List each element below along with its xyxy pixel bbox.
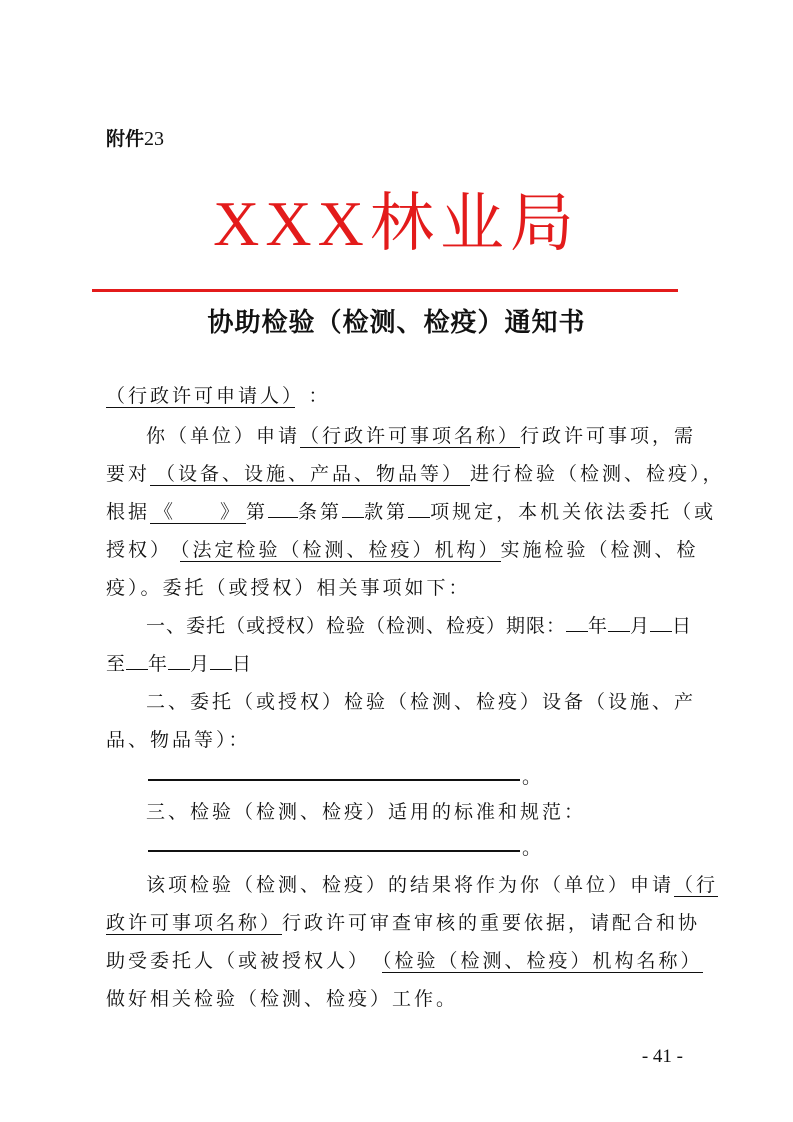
organization-name: XXX林业局: [213, 188, 580, 259]
end-year-label: 年: [148, 653, 169, 675]
equipment-field: （设备、设施、产品、物品等）: [150, 463, 470, 486]
closing-line4: 做好相关检验（检测、检疫）工作。: [106, 988, 459, 1010]
closing-line1: [146, 870, 718, 897]
end-day-label: 日: [232, 653, 253, 675]
p1-text: 你（单位）申请: [146, 425, 301, 447]
item1-text: 至: [106, 653, 127, 675]
closing-line3: [106, 946, 703, 973]
addressee-field: （行政许可申请人）: [106, 385, 295, 407]
clause-blank: [342, 501, 364, 518]
p1-text: 要对: [106, 463, 151, 485]
closing-permit-field-cont: 政许可事项名称）: [106, 912, 283, 934]
month-blank: [608, 615, 630, 632]
end-month-blank: [168, 653, 190, 670]
p1-line1: [146, 421, 696, 448]
day-label: 日: [672, 615, 693, 637]
item2-line1: 二、委托（或授权）检验（检测、检疫）设备（设施、产: [146, 691, 697, 713]
p1-text: 根据: [106, 501, 151, 523]
p1-text: 条第: [298, 501, 343, 523]
closing-permit-field: （行: [674, 874, 719, 896]
p1-line4: [106, 535, 699, 562]
closing-text: 行政许可审查审核的重要依据，请配合和协: [282, 912, 701, 934]
p1-line2: [106, 459, 725, 486]
day-blank: [650, 615, 672, 632]
addressee-colon: ：: [308, 385, 331, 407]
item1-text: 一、委托（或授权）检验（检测、检疫）期限：: [146, 615, 567, 637]
month-label: 月: [630, 615, 651, 637]
equipment-answer-line: [148, 779, 520, 781]
end-month-label: 月: [190, 653, 211, 675]
document-title: 协助检验（检测、检疫）通知书: [207, 308, 586, 338]
item2-line2: 品、物品等）：: [106, 729, 251, 751]
closing-line2: [106, 908, 700, 935]
red-divider: [92, 289, 678, 292]
p1-text: 项规定，本机关依法委托（或: [430, 501, 717, 523]
p1-text: 行政许可事项，需: [520, 425, 697, 447]
item1-line1: [146, 611, 692, 638]
p1-text: 实施检验（检测、检: [500, 539, 699, 561]
attachment-number: 23: [144, 128, 165, 150]
item2-period: 。: [522, 766, 545, 788]
p1-line5: 疫）。委托（或授权）相关事项如下：: [106, 577, 471, 599]
institution-name-field: （检验（检测、检疫）机构名称）: [382, 950, 703, 972]
year-label: 年: [588, 615, 609, 637]
p1-text: 第: [246, 501, 269, 523]
end-day-blank: [210, 653, 232, 670]
article-blank: [268, 501, 298, 518]
addressee-line: [106, 381, 331, 408]
attachment-text: 附件: [106, 128, 145, 150]
item1-line2: [106, 649, 252, 676]
item3-line1: 三、检验（检测、检疫）适用的标准和规范：: [146, 801, 587, 823]
permit-item-field: （行政许可事项名称）: [300, 425, 521, 447]
regulation-field: 《 》: [150, 501, 246, 524]
end-year-blank: [126, 653, 148, 670]
institution-field: （法定检验（检测、检疫）机构）: [180, 539, 501, 561]
page-number: - 41 -: [641, 1046, 683, 1067]
closing-text: 助受委托人（或被授权人）: [106, 950, 371, 972]
p1-text: 授权）: [106, 539, 173, 561]
closing-text: 该项检验（检测、检疫）的结果将作为你（单位）申请: [146, 874, 675, 896]
p1-text: 进行检验（检测、检疫），: [470, 463, 725, 485]
item3-period: 。: [522, 837, 545, 859]
standards-answer-line: [148, 850, 520, 852]
year-blank: [566, 615, 588, 632]
attachment-label: [106, 124, 164, 151]
item-blank: [408, 501, 430, 518]
p1-text: 款第: [364, 501, 409, 523]
p1-line3: [106, 497, 716, 524]
